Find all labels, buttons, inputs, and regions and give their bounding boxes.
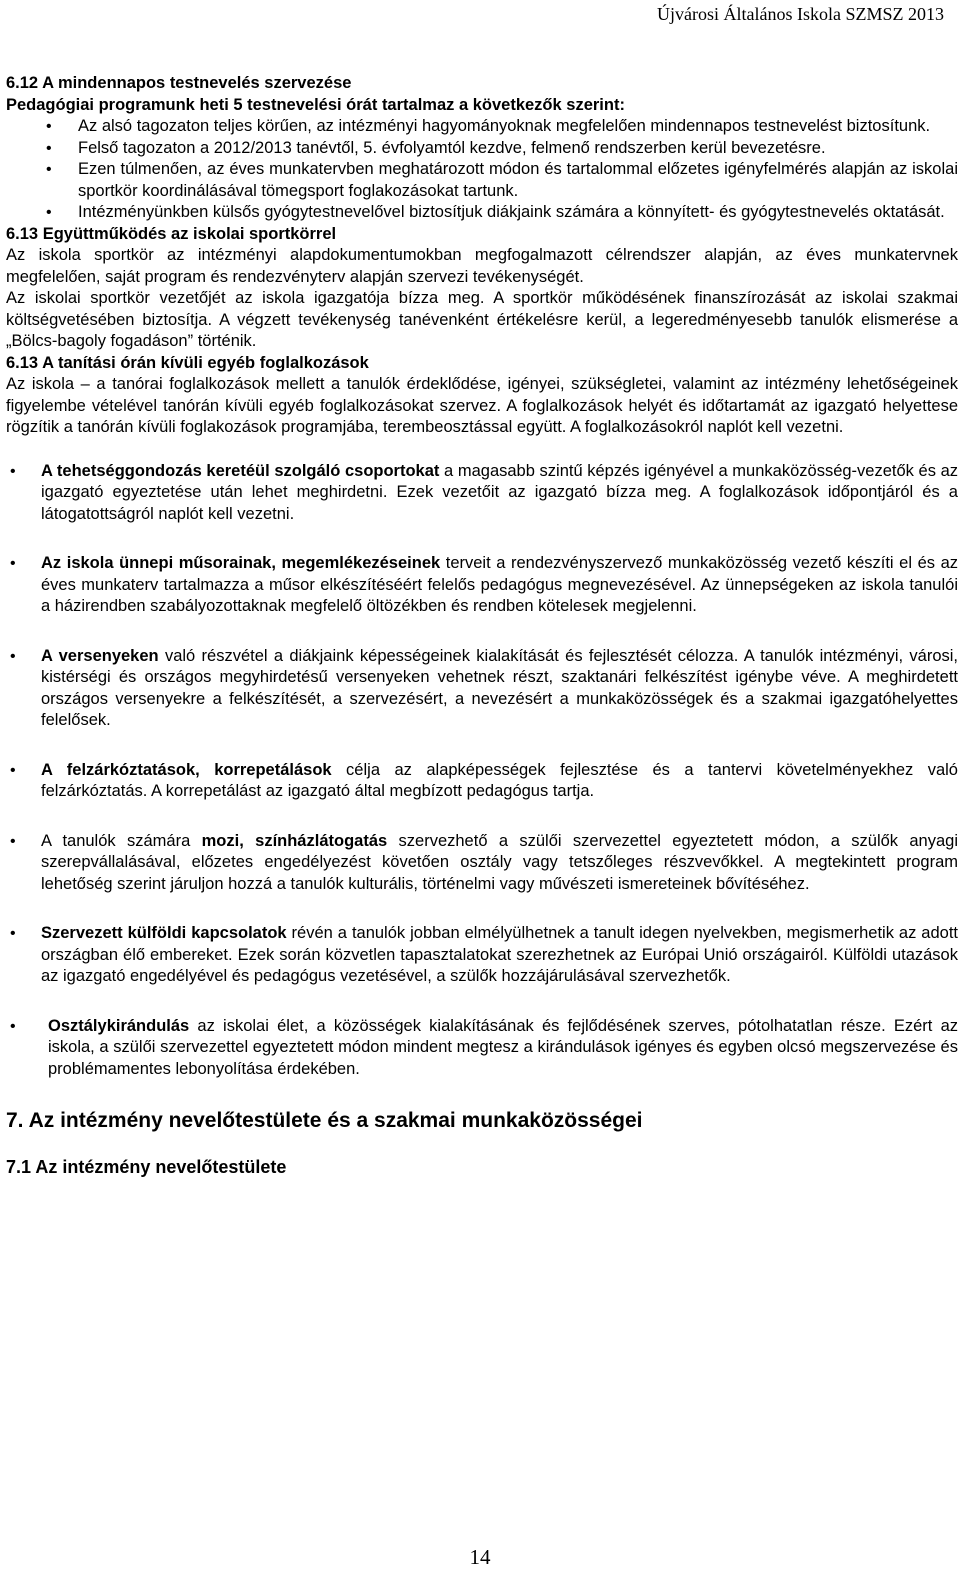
document-body: [6, 73, 958, 1178]
section-subheading: Pedagógiai programunk heti 5 testnevelési órát tartalmaz a következők szerint:: [6, 95, 625, 114]
paragraph: Az iskolai sportkör vezetőjét az iskola igazgatója bízza meg. A sportkör működésének finanszírozását az iskolai szakmai költségvetésében biztosítja. A végzett tevékenység tanévenként értékelésre kerül, a legeredményesebb tanulók elismerése a „Bölcs-bagoly fogadáson” történik.: [6, 289, 958, 350]
paragraph: Az iskola – a tanórai foglalkozások mellett a tanulók érdeklődése, igényei, szükségletei, valamint az intézmény lehetőségeinek figyelembe vételével tanórán kívüli egyéb foglalkozásokat szervez. A foglalkozások helyét és időtartamát az igazgató helyettese rögzítik a tanórán kívüli foglakozások programjába, terembeosztással együtt. A foglalkozásokról naplót kell vezetni.: [6, 375, 958, 436]
page-number: 14: [469, 1545, 491, 1569]
list-item: • Ezen túlmenően, az éves munkatervben meghatározott módon és tartalommal előzetes igényfelmérés alapján az iskolai sportkör koordinálásával tömegsport foglakozásokat tartunk.: [6, 159, 958, 202]
list-item: • Az alsó tagozaton teljes körűen, az intézményi hagyományoknak megfelelően mindennapos testnevelést biztosítunk.: [6, 116, 958, 138]
page-header: Újvárosi Általános Iskola SZMSZ 2013: [657, 4, 944, 24]
activity-title: Osztálykirándulás: [48, 1016, 190, 1035]
section-heading-6-13-extracurricular: 6.13 A tanítási órán kívüli egyéb foglalkozások: [6, 353, 369, 372]
list-item: • A versenyeken való részvétel a diákjaink képességeinek kialakítását és fejlesztését célozza. A tanulók intézményi, városi, kistérségi és országos megyhirdetésű versenyeken vehetnek részt, szaktanári felkészítést igénybe véve. A meghirdetett országos versenyekre a felkészítését, a szervezésért, a nevezésért a munkaközösségek és a szakmai igazgatóhelyettes felelősek.: [6, 646, 958, 732]
activity-title: mozi, színházlátogatás: [201, 831, 388, 850]
list-item: • Szervezett külföldi kapcsolatok révén a tanulók jobban elmélyülhetnek a tanult idegen nyelvekben, megismerhetik az adott országban élő embereket. Ezek során közvetlen tapasztalatokat szerezhetnek az Európai Unió országairól. Külföldi utazások az igazgató engedélyével és pedagógus vezetésével, a szülők hozzájárulásával szervezhetők.: [6, 923, 958, 988]
activities-list: [6, 461, 958, 1081]
list-item: • A tanulók számára mozi, színházlátogatás szervezhető a szülői szervezettel egyeztetett módon, a szülők anyagi szerepvállalásával, előzetes engedélyezést követően osztály vagy tetszőleges részvevőkkel. A megtekintett program lehetőség szerint járuljon hozzá a tanulók kulturális, történelmi vagy művészeti ismereteinek bővítéséhez.: [6, 831, 958, 896]
list-item: • A tehetséggondozás keretéül szolgáló csoportokat a magasabb szintű képzés igényével a munkaközösség-vezetők és az igazgató egyeztetése után lehet meghirdetni. Ezek vezetőit az igazgató bízza meg. A foglalkozások időpontjáról és a látogatottságról naplót kell vezetni.: [6, 461, 958, 526]
section-heading-6-12: 6.12 A mindennapos testnevelés szervezése: [6, 74, 352, 92]
list-item: • Az iskola ünnepi műsorainak, megemlékezéseinek terveit a rendezvényszervező munkaközösség vezető készíti el és az éves munkaterv tartalmazza a műsor elkészítéséért felelős pedagógus megnevezésével. Az ünnepségeken az iskola tanulói a házirendben szabályozottaknak megfelelő öltözékben és rendben kötelesek megjelenni.: [6, 553, 958, 618]
section-heading-7-1: 7.1 Az intézmény nevelőtestülete: [6, 1157, 287, 1177]
activity-title: Az iskola ünnepi műsorainak, megemlékezéseinek: [41, 554, 441, 572]
activity-title: A versenyeken: [41, 646, 159, 665]
paragraph: Az iskola sportkör az intézményi alapdokumentumokban megfogalmazott célrendszer alapján, az éves munkatervnek megfelelően, saját program és rendezvényterv alapján szervezi tevékenységét.: [6, 246, 958, 286]
chapter-heading-7: 7. Az intézmény nevelőtestülete és a szakmai munkaközösségei: [6, 1109, 643, 1132]
section-heading-6-13-sport: 6.13 Együttműködés az iskolai sportkörrel: [6, 224, 337, 243]
list-item: • A felzárkóztatások, korrepetálások célja az alapképességek fejlesztése és a tantervi követelményekhez való felzárkóztatás. A korrepetálást az igazgató által megbízott pedagógus tartja.: [6, 760, 958, 803]
spacer: [6, 439, 958, 461]
list-item: • Intézményünkben külsős gyógytestnevelővel biztosítjuk diákjaink számára a könnyített- és gyógytestnevelés oktatását.: [6, 202, 958, 224]
activity-title: A tehetséggondozás keretéül szolgáló csoportokat: [41, 461, 440, 480]
list-item: • Felső tagozaton a 2012/2013 tanévtől, 5. évfolyamtól kezdve, felmenő rendszerben kerül bevezetésre.: [6, 138, 958, 160]
activity-title: Szervezett külföldi kapcsolatok: [41, 924, 287, 942]
activity-title: A felzárkóztatások, korrepetálások: [41, 760, 332, 779]
pe-bullet-list: [6, 116, 958, 224]
list-item: • Osztálykirándulás az iskolai élet, a közösségek kialakításának és fejlődésének szerves, pótolhatatlan része. Ezért az iskola, a szülői szervezettel egyeztetett módon mindent megtesz a kirándulások igényes és egyben olcsó megszervezése és problémamentes lebonyolítása érdekében.: [6, 1016, 958, 1081]
